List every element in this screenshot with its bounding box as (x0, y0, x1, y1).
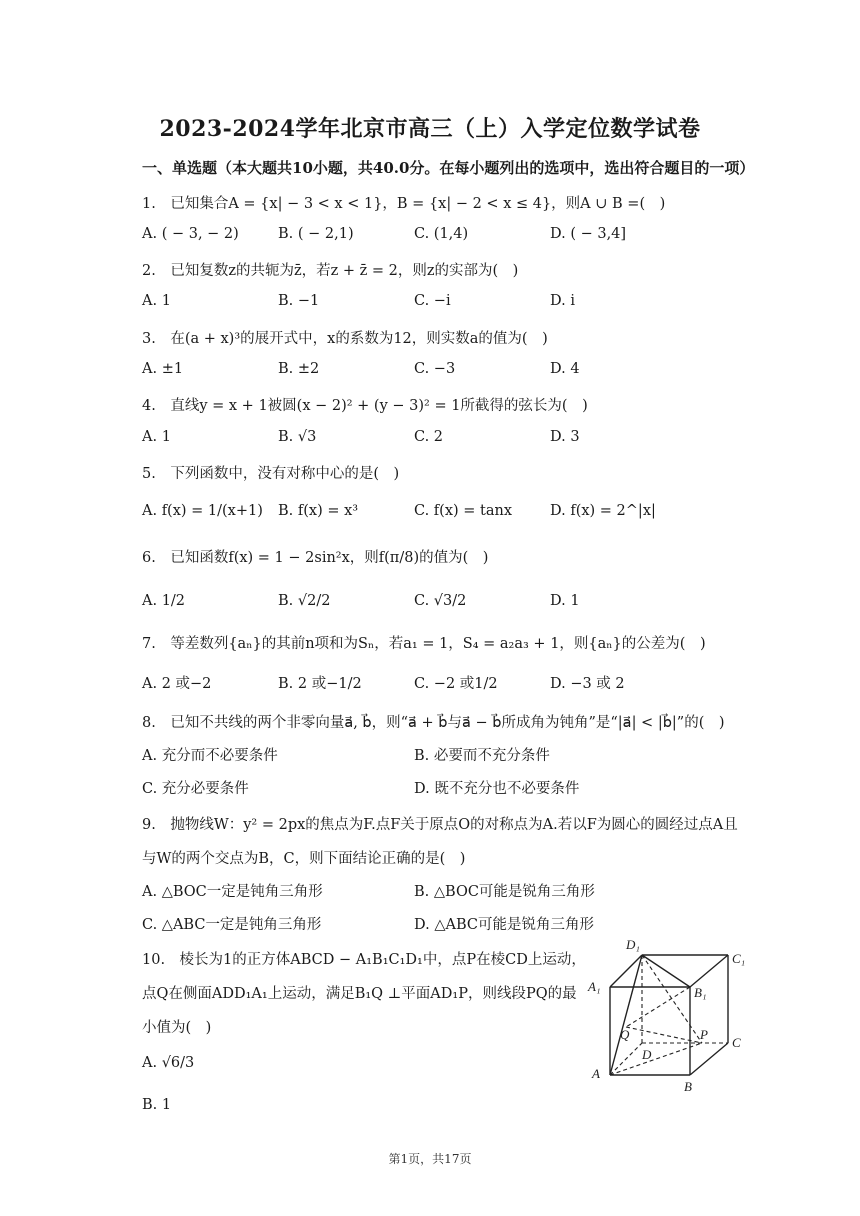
question-9-stem-line2: 与W的两个交点为B，C，则下面结论正确的是( ) (142, 851, 466, 867)
question-10-stem: 10. 棱长为1的正方体ABCD − A₁B₁C₁D₁中，点P在棱CD上运动， (142, 952, 586, 968)
q7-option-a: A. 2 或−2 (142, 676, 212, 692)
q7-option-d: D. −3 或 2 (550, 676, 625, 692)
label-b: B (684, 1079, 692, 1094)
q1-option-a: A. ( − 3, − 2) (142, 226, 239, 242)
question-6-stem: 6. 已知函数f(x) = 1 − 2sin²x，则f(π/8)的值为( ) (142, 550, 489, 566)
q2-option-c: C. −i (414, 293, 451, 309)
question-8-stem: 8. 已知不共线的两个非零向量a⃗, b⃗，则“a⃗ + b⃗与a⃗ − b⃗所成角为钝角”是“|a⃗| < |b⃗|”的( ) (142, 715, 725, 731)
q1-option-b: B. ( − 2,1) (278, 226, 354, 242)
question-7-stem: 7. 等差数列{aₙ}的其前n项和为Sₙ，若a₁ = 1，S₄ = a₂a₃ + 1，则{aₙ}的公差为( ) (142, 636, 706, 652)
edge-c1-b1 (690, 955, 728, 987)
label-q: Q (620, 1027, 630, 1042)
q5-option-a: A. f(x) = 1/(x+1) (142, 503, 263, 519)
q4-option-d: D. 3 (550, 429, 580, 445)
question-10-stem-line3: 小值为( ) (142, 1020, 212, 1036)
q10-option-b: B. 1 (142, 1097, 172, 1113)
q8-option-c: C. 充分必要条件 (142, 781, 249, 797)
q3-option-b: B. ±2 (278, 361, 320, 377)
q9-option-b: B. △BOC可能是锐角三角形 (414, 884, 595, 900)
cube-figure (580, 935, 760, 1095)
q1-option-c: C. (1,4) (414, 226, 469, 242)
q6-option-c: C. √3/2 (414, 593, 467, 609)
q1-option-d: D. ( − 3,4] (550, 226, 627, 242)
label-c: C (732, 1035, 741, 1050)
label-b1: B₁ (694, 985, 707, 1000)
q8-option-d: D. 既不充分也不必要条件 (414, 781, 580, 797)
question-4-stem: 4. 直线y = x + 1被圆(x − 2)² + (y − 3)² = 1所截得的弦长为( ) (142, 398, 588, 414)
q9-option-d: D. △ABC可能是锐角三角形 (414, 917, 594, 933)
page-title: 2023-2024学年北京市高三（上）入学定位数学试卷 (159, 116, 701, 142)
q2-option-a: A. 1 (142, 293, 171, 309)
segment-b1-q (626, 987, 690, 1027)
label-p: P (700, 1027, 708, 1042)
q3-option-a: A. ±1 (142, 361, 184, 377)
segment-a-d1 (610, 955, 642, 1075)
question-10-stem-line2: 点Q在侧面ADD₁A₁上运动，满足B₁Q ⊥平面AD₁P，则线段PQ的最 (142, 986, 577, 1002)
label-d: D (642, 1047, 652, 1062)
segment-d1-b1 (642, 955, 690, 987)
q6-option-d: D. 1 (550, 593, 580, 609)
q5-option-d: D. f(x) = 2^|x| (550, 503, 656, 519)
q9-option-c: C. △ABC一定是钝角三角形 (142, 917, 322, 933)
q5-option-b: B. f(x) = x³ (278, 503, 359, 519)
page-footer: 第1页，共17页 (388, 1152, 472, 1166)
q4-option-c: C. 2 (414, 429, 444, 445)
segment-a-p (610, 1043, 702, 1075)
q4-option-b: B. √3 (278, 429, 317, 445)
q8-option-b: B. 必要而不充分条件 (414, 748, 550, 764)
question-1-stem: 1. 已知集合A = {x| − 3 < x < 1}，B = {x| − 2 < x ≤ 4}，则A ∪ B =( ) (142, 196, 666, 212)
q3-option-c: C. −3 (414, 361, 456, 377)
question-5-stem: 5. 下列函数中，没有对称中心的是( ) (142, 466, 400, 482)
q4-option-a: A. 1 (142, 429, 171, 445)
q6-option-a: A. 1/2 (142, 593, 186, 609)
question-2-stem: 2. 已知复数z的共轭为z̄，若z + z̄ = 2，则z的实部为( ) (142, 263, 519, 279)
q7-option-c: C. −2 或1/2 (414, 676, 498, 692)
segment-d1-p (642, 955, 702, 1043)
q5-option-c: C. f(x) = tanx (414, 503, 513, 519)
label-c1: C₁ (732, 951, 746, 966)
edge-c-b (690, 1043, 728, 1075)
label-a: A (592, 1066, 600, 1081)
label-a1: A₁ (588, 979, 601, 994)
q2-option-b: B. −1 (278, 293, 320, 309)
q7-option-b: B. 2 或−1/2 (278, 676, 362, 692)
q10-option-a: A. √6/3 (142, 1055, 195, 1071)
section-heading: 一、单选题（本大题共10小题，共40.0分。在每小题列出的选项中，选出符合题目的一项） (142, 159, 755, 177)
question-3-stem: 3. 在(a + x)³的展开式中，x的系数为12，则实数a的值为( ) (142, 331, 548, 347)
q2-option-d: D. i (550, 293, 575, 309)
q8-option-a: A. 充分而不必要条件 (142, 748, 278, 764)
q3-option-d: D. 4 (550, 361, 580, 377)
label-d1: D₁ (626, 937, 640, 952)
q9-option-a: A. △BOC一定是钝角三角形 (142, 884, 323, 900)
question-9-stem: 9. 抛物线W：y² = 2px的焦点为F.点F关于原点O的对称点为A.若以F为圆心的圆经过点A且 (142, 817, 738, 833)
q6-option-b: B. √2/2 (278, 593, 331, 609)
